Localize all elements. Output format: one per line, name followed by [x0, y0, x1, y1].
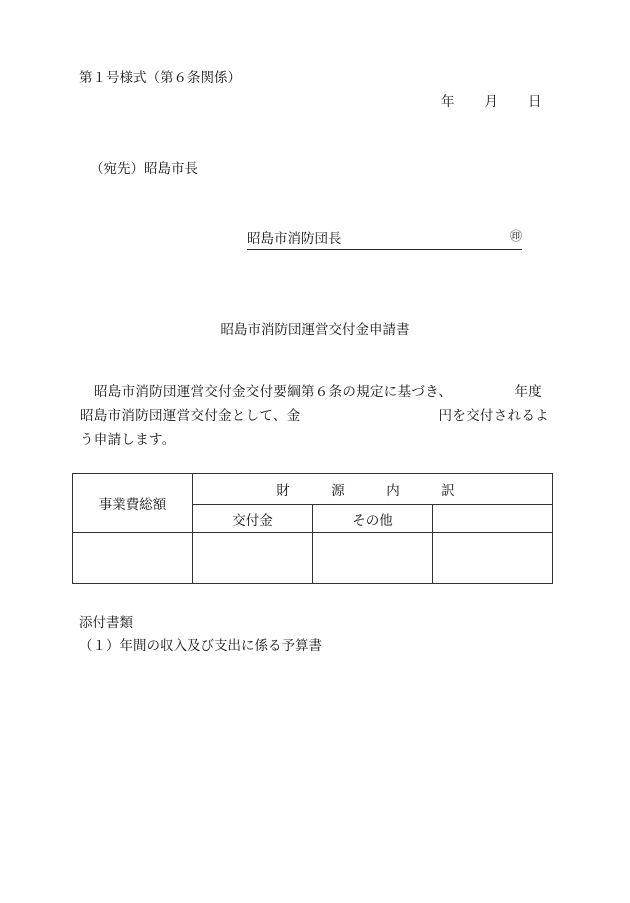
date-month: 月	[484, 94, 498, 110]
form-number-label: 第１号様式（第６条関係）	[79, 70, 241, 86]
other-cell[interactable]	[313, 533, 433, 584]
document-title: 昭島市消防団運営交付金申請書	[220, 322, 410, 338]
other-header: その他	[313, 505, 433, 533]
application-body-text: 昭島市消防団運営交付金交付要綱第６条の規定に基づき、 年度昭島市消防団運営交付金として、金 円を交付されるよう申請します。	[80, 384, 549, 448]
table-row	[73, 533, 553, 584]
attachments-title: 添付書類	[79, 615, 133, 631]
budget-table	[72, 473, 553, 584]
addressee: （宛先）昭島市長	[90, 161, 198, 177]
funding-breakdown-header: 財 源 内 訳	[193, 474, 553, 505]
seal-mark: ㊞	[509, 229, 522, 243]
subsidy-header: 交付金	[193, 505, 313, 533]
blank-header	[433, 505, 553, 533]
total-cost-header: 事業費総額	[73, 474, 193, 533]
date-line	[441, 90, 542, 110]
subsidy-cell[interactable]	[193, 533, 313, 584]
date-day: 日	[528, 94, 542, 110]
date-year: 年	[441, 94, 455, 110]
attachment-item: （１）年間の収入及び支出に係る予算書	[79, 638, 322, 654]
table-header-row	[73, 474, 553, 505]
total-cost-cell[interactable]	[73, 533, 193, 584]
applicant-label: 昭島市消防団長	[247, 231, 342, 247]
applicant-signature-line	[247, 227, 522, 250]
blank-cell[interactable]	[433, 533, 553, 584]
